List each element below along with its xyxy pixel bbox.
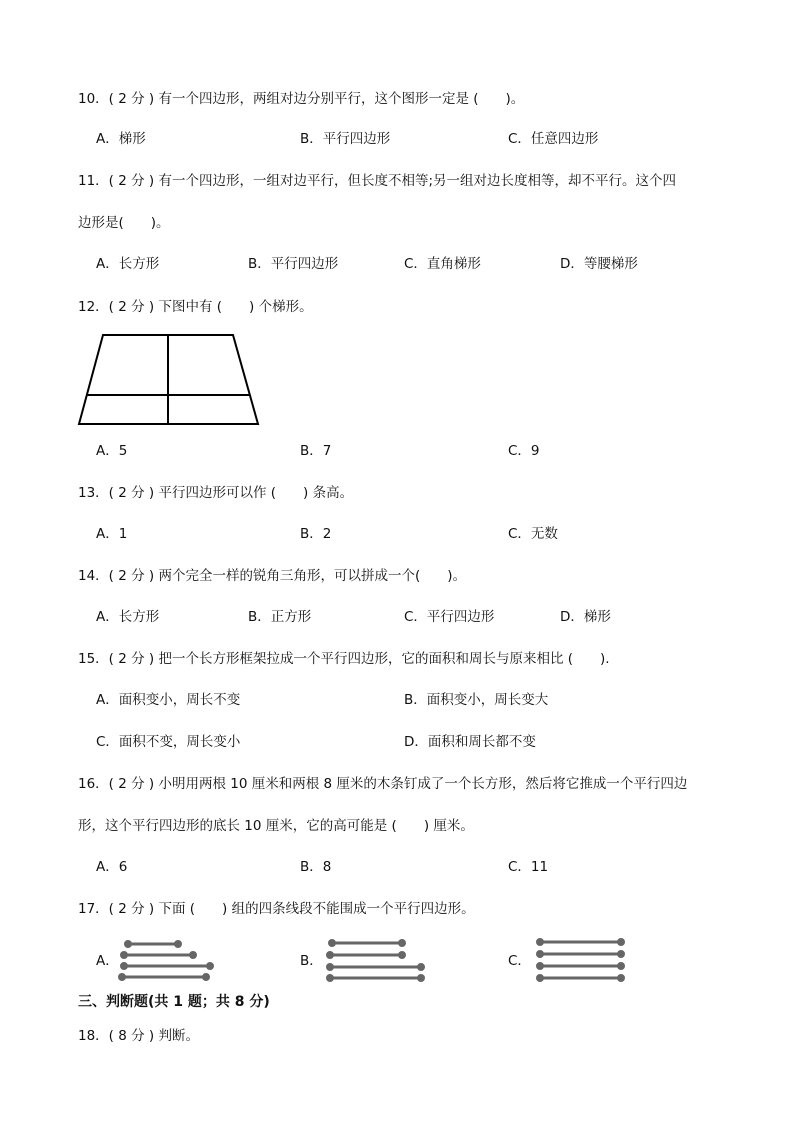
q14-option-d[interactable]: D．梯形 [560,609,611,625]
question-13-text: 13．( 2 分 ) 平行四边形可以作 ( ) 条高。 [78,485,354,501]
q17-option-a[interactable]: A． [96,953,119,969]
q12-option-a[interactable]: A．5 [96,443,128,459]
q17-option-c[interactable]: C． [508,953,531,969]
q15-option-d[interactable]: D．面积和周长都不变 [404,734,536,750]
q17-option-b[interactable]: B． [300,953,323,969]
trapezoid-outline [79,335,258,424]
q12-option-c[interactable]: C．9 [508,443,540,459]
q14-option-c[interactable]: C．平行四边形 [404,609,495,625]
q16-option-a[interactable]: A．6 [96,859,128,875]
question-11-text-line2: 边形是( )。 [78,215,170,231]
q12-option-b[interactable]: B．7 [300,443,332,459]
question-11-text-line1: 11．( 2 分 ) 有一个四边形，一组对边平行，但长度不相等;另一组对边长度相等，却不平行。这个四 [78,173,677,189]
q16-option-b[interactable]: B．8 [300,859,332,875]
question-14-text: 14．( 2 分 ) 两个完全一样的锐角三角形，可以拼成一个( )。 [78,568,466,584]
question-17-text: 17．( 2 分 ) 下面 ( ) 组的四条线段不能围成一个平行四边形。 [78,901,475,917]
question-15-text: 15．( 2 分 ) 把一个长方形框架拉成一个平行四边形，它的面积和周长与原来相比 ( ). [78,651,610,667]
q15-option-b[interactable]: B．面积变小，周长变大 [404,692,549,708]
q10-option-a[interactable]: A．梯形 [96,131,146,147]
segments-group-b [328,941,424,981]
question-10-text: 10．( 2 分 ) 有一个四边形，两组对边分别平行，这个图形一定是 ( )。 [78,91,525,107]
q15-option-c[interactable]: C．面积不变，周长变小 [96,734,241,750]
segments-group-a [120,942,213,980]
question-18-text: 18．( 8 分 ) 判断。 [78,1028,199,1044]
q16-option-c[interactable]: C．11 [508,859,549,875]
q11-option-d[interactable]: D．等腰梯形 [560,256,638,272]
question-16-text-line2: 形，这个平行四边形的底长 10 厘米，它的高可能是 ( ) 厘米。 [78,818,474,834]
q10-option-b[interactable]: B．平行四边形 [300,131,391,147]
q11-option-b[interactable]: B．平行四边形 [248,256,339,272]
q14-option-b[interactable]: B．正方形 [248,609,312,625]
question-16-text-line1: 16．( 2 分 ) 小明用两根 10 厘米和两根 8 厘米的木条钉成了一个长方形，然后将它推成一个平行四边 [78,776,688,792]
q11-option-c[interactable]: C．直角梯形 [404,256,481,272]
q15-option-a[interactable]: A．面积变小，周长不变 [96,692,241,708]
q13-option-b[interactable]: B．2 [300,526,332,542]
q14-option-a[interactable]: A．长方形 [96,609,160,625]
segments-group-c [538,940,624,981]
q13-option-a[interactable]: A．1 [96,526,128,542]
q13-option-c[interactable]: C．无数 [508,526,558,542]
q11-option-a[interactable]: A．长方形 [96,256,160,272]
question-12-text: 12．( 2 分 ) 下图中有 ( ) 个梯形。 [78,299,313,315]
section-3-heading: 三、判断题(共 1 题；共 8 分) [78,994,270,1010]
q10-option-c[interactable]: C．任意四边形 [508,131,599,147]
